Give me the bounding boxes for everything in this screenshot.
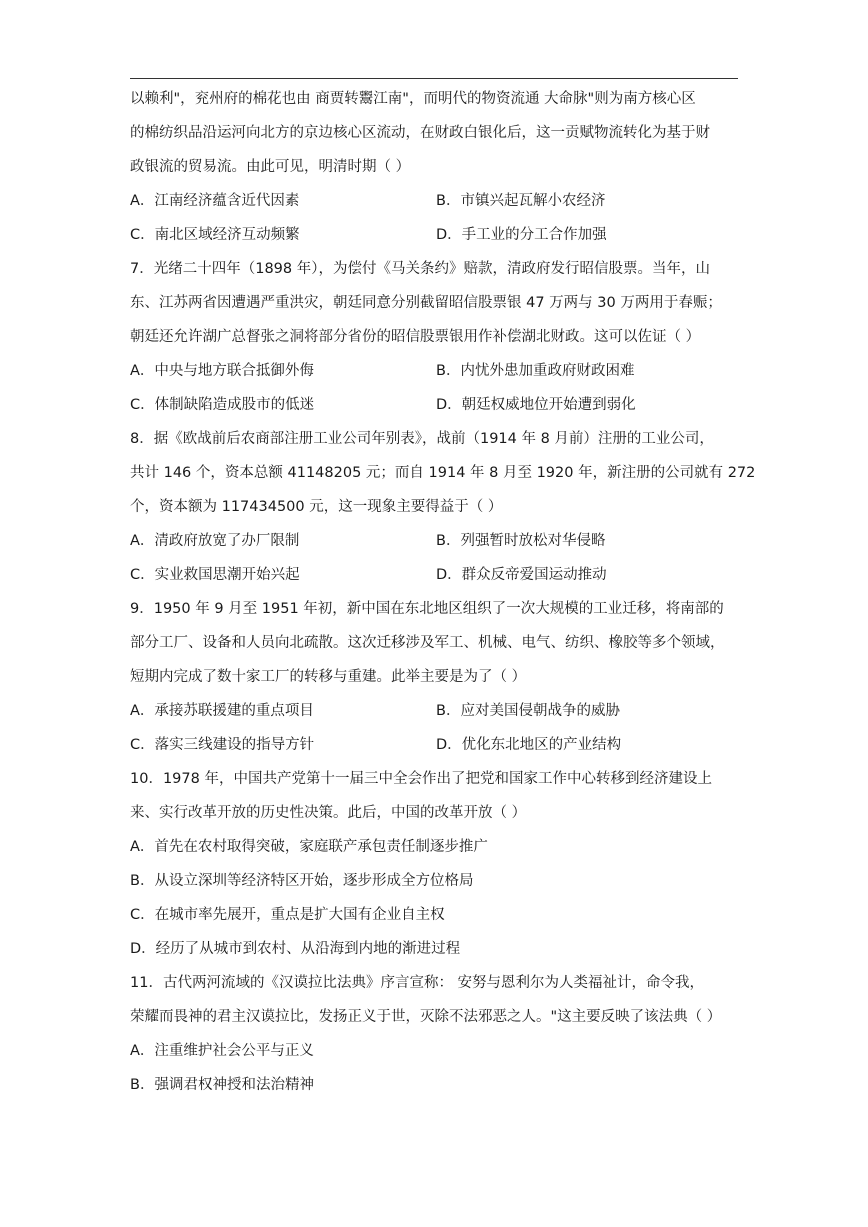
question-text-line: 政银流的贸易流。由此可见，明清时期（ ） [130,159,411,175]
option-c: C．体制缺陷造成股市的低迷 [130,397,315,413]
options-row [130,728,742,762]
option-d: D．手工业的分工合作加强 [436,227,607,243]
option-b: B．应对美国侵朝战争的威胁 [436,703,620,719]
question-text-line: 的棉纺织品沿运河向北方的京边核心区流动，在财政白银化后，这一贡赋物流转化为基于财 [130,125,710,141]
option-a: A．承接苏联援建的重点项目 [130,703,314,719]
question-7 [130,252,742,422]
options-row [130,558,742,592]
question-9 [130,592,742,762]
question-text-line: 9．1950 年 9 月至 1951 年初，新中国在东北地区组织了一次大规模的工业迁移，将南部的 [130,601,724,617]
option-c: C．实业救国思潮开始兴起 [130,567,300,583]
option-b: B．从设立深圳等经济特区开始，逐步形成全方位格局 [130,873,474,889]
option-a: A．注重维护社会公平与正义 [130,1043,314,1059]
question-text-line: 8．据《欧战前后农商部注册工业公司年别表》，战前（1914 年 8 月前）注册的工业公司， [130,431,714,447]
question-6 [130,82,742,252]
option-a: A．中央与地方联合抵御外侮 [130,363,314,379]
options-row [130,184,742,218]
question-text-line: 7．光绪二十四年（1898 年），为偿付《马关条约》赔款，清政府发行昭信股票。当年，山 [130,261,710,277]
option-d: D．优化东北地区的产业结构 [436,737,622,753]
question-text-line: 个，资本额为 117434500 元，这一现象主要得益于（ ） [130,499,503,515]
question-text-line: 共计 146 个，资本总额 41148205 元；而自 1914 年 8 月至 1920 年，新注册的公司就有 272 [130,465,756,481]
option-c: C．落实三线建设的指导方针 [130,737,315,753]
options-row [130,388,742,422]
options-row [130,354,742,388]
option-a: A．江南经济蕴含近代因素 [130,193,300,209]
options-row [130,218,742,252]
options-row [130,524,742,558]
question-text-line: 部分工厂、设备和人员向北疏散。这次迁移涉及军工、机械、电气、纺织、橡胶等多个领域， [130,635,725,651]
question-text-line: 来、实行改革开放的历史性决策。此后，中国的改革开放（ ） [130,805,527,821]
question-text-line: 朝廷还允许湖广总督张之洞将部分省份的昭信股票银用作补偿湖北财政。这可以佐证（ ） [130,329,701,345]
question-8 [130,422,756,592]
option-d: D．群众反帝爱国运动推动 [436,567,607,583]
question-text-line: 11．古代两河流域的《汉谟拉比法典》序言宣称： 安努与恩利尔为人类福祉计，命令我， [130,975,705,991]
question-text-line: 荣耀而畏神的君主汉谟拉比，发扬正义于世，灭除不法邪恶之人。"这主要反映了该法典（ ） [130,1009,722,1025]
question-text-line: 以赖利"，兖州府的棉花也由 商贾转鬻江南"，而明代的物资流通 大命脉"则为南方核心区 [130,91,696,107]
question-10 [130,762,742,966]
option-c: C．在城市率先展开，重点是扩大国有企业自主权 [130,907,445,923]
question-text-line: 10．1978 年，中国共产党第十一届三中全会作出了把党和国家工作中心转移到经济建设上 [130,771,712,787]
option-d: D．朝廷权威地位开始遭到弱化 [436,397,636,413]
question-text-line: 短期内完成了数十家工厂的转移与重建。此举主要是为了（ ） [130,669,527,685]
option-b: B．内忧外患加重政府财政困难 [436,363,635,379]
option-b: B．强调君权神授和法治精神 [130,1077,314,1093]
option-a: A．首先在农村取得突破，家庭联产承包责任制逐步推广 [130,839,488,855]
document-body [130,82,756,1102]
question-text-line: 东、江苏两省因遭遇严重洪灾，朝廷同意分别截留昭信股票银 47 万两与 30 万两用于春赈； [130,295,722,311]
option-c: C．南北区域经济互动频繁 [130,227,300,243]
question-11 [130,966,742,1102]
option-b: B．列强暂时放松对华侵略 [436,533,606,549]
option-a: A．清政府放宽了办厂限制 [130,533,300,549]
option-b: B．市镇兴起瓦解小农经济 [436,193,606,209]
option-d: D．经历了从城市到农村、从沿海到内地的渐进过程 [130,941,461,957]
header-rule [130,78,738,79]
options-row [130,694,742,728]
